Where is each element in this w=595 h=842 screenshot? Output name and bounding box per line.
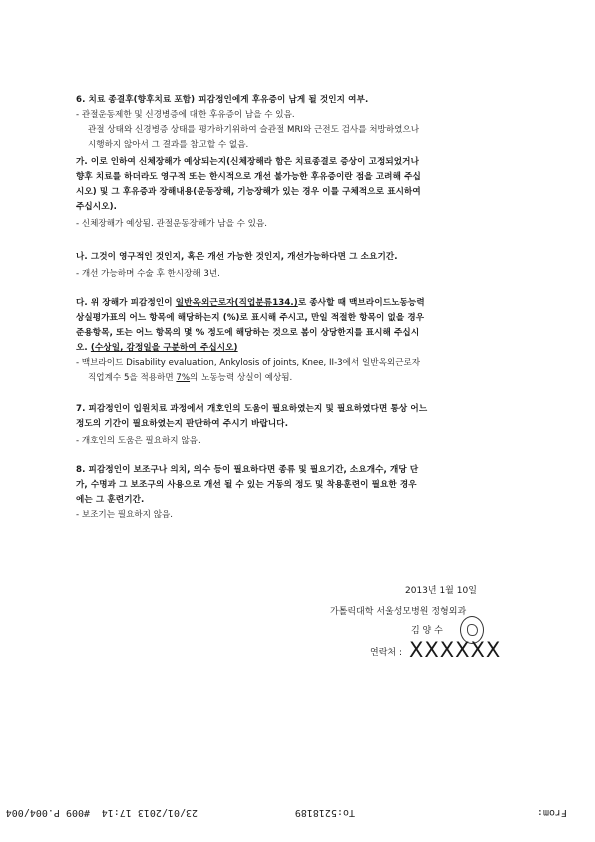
- fax-header: [0, 800, 595, 822]
- date-distinction-note: (수상일, 감정일을 구분하여 주십시오): [90, 343, 238, 353]
- question-ga-line-3: 시오) 및 그 후유증과 장해내용(운동장해, 기능장해가 있는 경우 이를 구체적으로 표시하여: [76, 187, 421, 197]
- contact-label: 연락처 :: [370, 648, 402, 658]
- fax-page: #009 P.004/004: [5, 807, 90, 818]
- answer-da-line-2-end: 의 노동능력 상실이 예상됨.: [190, 373, 293, 383]
- section-8: [76, 463, 512, 523]
- section-na: [76, 250, 512, 282]
- question-7-line-2: 정도의 기간이 필요하였는지 판단하여 주시기 바랍니다.: [76, 419, 289, 429]
- signature-date: 2013년 1월 10일: [405, 586, 477, 596]
- question-7-line-1: 7. 피감정인이 입원치료 과정에서 개호인의 도움이 필요하였는지 및 필요하였다면 통상 어느: [76, 404, 428, 414]
- fax-to: To:5218189: [294, 807, 355, 818]
- question-da-line-4-start: 오.: [76, 343, 91, 353]
- question-da-line-1-end: 로 종사할 때 맥브라이드노동능력: [297, 298, 425, 308]
- section-da: [76, 296, 512, 386]
- question-ga-line-2: 향후 치료를 하더라도 영구적 또는 한시적으로 개선 불가능한 후유증이란 점을 고려해 주십: [76, 172, 421, 182]
- question-ga-line-1: 가. 이로 인하여 신체장해가 예상되는지(신체장해라 함은 치료종결로 증상이 고정되었거나: [76, 157, 419, 167]
- answer-8: - 보조기는 필요하지 않음.: [76, 510, 174, 520]
- question-da-line-2: 상실평가표의 어느 항목에 해당하는지 (%)로 표시해 주시고, 만일 적절한 항목이 없을 경우: [76, 313, 425, 323]
- question-na: 나. 그것이 영구적인 것인지, 혹은 개선 가능한 것인지, 개선가능하다면 그 소요기간.: [76, 252, 398, 262]
- question-8-line-3: 에는 그 훈련기간.: [76, 495, 145, 505]
- question-da-line-1: [76, 296, 512, 311]
- question-8-line-2: 가, 수명과 그 보조구의 사용으로 개선 될 수 있는 거동의 정도 및 착용훈련이 필요한 경우: [76, 480, 417, 490]
- question-da-line-1-start: 다. 위 장해가 피감정인이: [76, 298, 176, 308]
- fax-from: From:: [536, 807, 567, 818]
- occupation-class: 일반옥외근로자(직업분류134.): [175, 298, 298, 308]
- answer-6-line-3: 시행하지 않아서 그 결과를 참고할 수 없음.: [88, 140, 249, 150]
- question-6: 6. 치료 종결후(향후치료 포함) 피감정인에게 후유증이 남게 될 것인지 여부.: [76, 95, 369, 105]
- fax-datetime: 23/01/2013 17:14: [101, 807, 198, 818]
- answer-na: - 개선 가능하며 수술 후 한시장해 3년.: [76, 269, 220, 279]
- answer-da-line-2-start: 직업계수 5을 적용하면: [88, 373, 177, 383]
- contact-value: XXXXXX: [409, 638, 502, 662]
- section-6: [76, 93, 512, 153]
- section-7: [76, 402, 512, 449]
- section-ga: [76, 155, 512, 232]
- answer-6-line-2: 관절 상태와 신경병증 상태를 평가하기위하여 슬관절 MRI와 근전도 검사를 처방하였으나: [88, 125, 420, 135]
- disability-percent: 7%: [176, 373, 191, 383]
- question-da-line-3: 준용항목, 또는 어느 항목의 몇 % 정도에 해당하는 것으로 봄이 상당한지를 표시해 주십시: [76, 328, 420, 338]
- question-da-line-4: [76, 341, 512, 356]
- question-ga-line-4: 주십시오).: [76, 202, 117, 212]
- answer-ga: - 신체장해가 예상됨. 관절운동장해가 남을 수 있음.: [76, 219, 267, 229]
- answer-da-line-1: - 맥브라이드 Disability evaluation, Ankylosis of joints, Knee, II-3에서 일반옥외근로자: [76, 358, 421, 368]
- answer-6-line-1: - 관절운동제한 및 신경병증에 대한 후유증이 남을 수 있음.: [76, 110, 295, 120]
- question-8-line-1: 8. 피감정인이 보조구나 의치, 의수 등이 필요하다면 종류 및 필요기간, 소요개수, 개당 단: [76, 465, 419, 475]
- signature-hospital: 가톨릭대학 서울성모병원 정형외과: [330, 607, 467, 617]
- signature-doctor-name: 김 양 수: [411, 626, 443, 636]
- answer-da-line-2: [76, 371, 512, 386]
- answer-7: - 개호인의 도움은 필요하지 않음.: [76, 436, 201, 446]
